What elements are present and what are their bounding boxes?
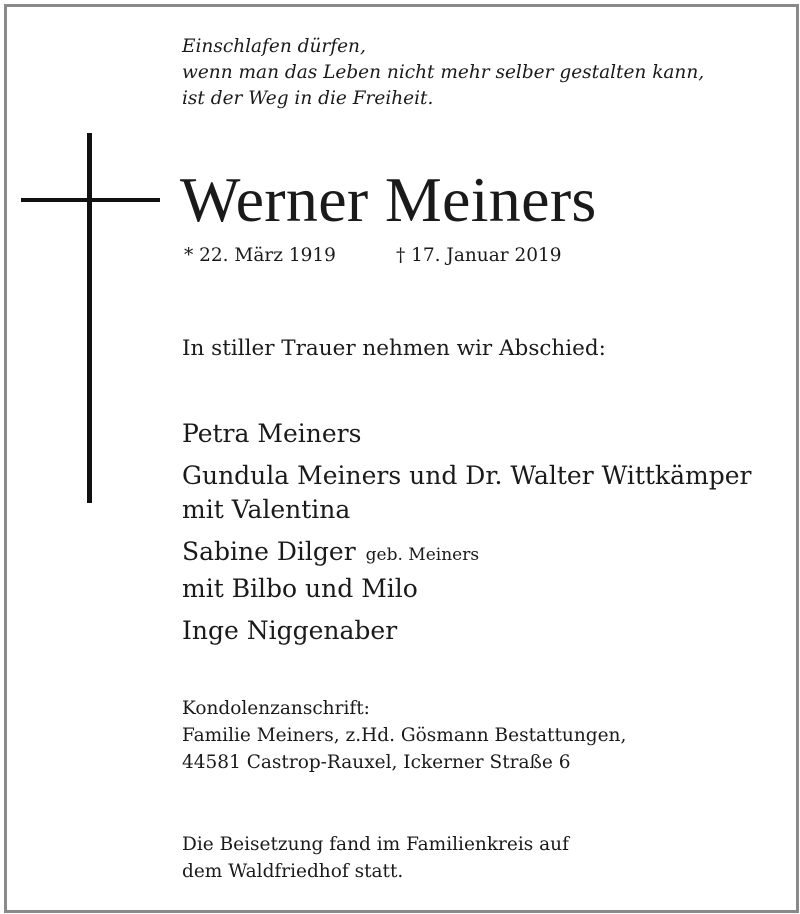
mourner-entry: [182, 459, 751, 527]
mourner-name: [182, 417, 751, 451]
condolence-heading: Kondolenzanschrift:: [182, 698, 370, 719]
death-date: † 17. Januar 2019: [396, 245, 562, 266]
funeral-line: dem Waldfriedhof statt.: [182, 861, 404, 882]
cross-symbol-vertical: [87, 133, 92, 503]
deceased-name: Werner Meiners: [180, 164, 597, 235]
cross-symbol-horizontal: [21, 198, 160, 202]
funeral-note: [182, 831, 569, 885]
mourner-with: mit Bilbo und Milo: [182, 574, 418, 603]
mourner-with: mit Valentina: [182, 495, 351, 524]
condolence-line: 44581 Castrop-Rauxel, Ickerner Straße 6: [182, 752, 571, 773]
mourner-entry: [182, 614, 751, 648]
mourner-name: [182, 459, 751, 493]
mourners-list: [182, 417, 751, 656]
mourner-entry: [182, 417, 751, 451]
mourner-name-text: Inge Niggenaber: [182, 616, 398, 645]
poem-line: ist der Weg in die Freiheit.: [182, 88, 434, 109]
birth-date: * 22. März 1919: [184, 245, 336, 266]
condolence-address: [182, 695, 626, 776]
condolence-line: Familie Meiners, z.Hd. Gösmann Bestattungen,: [182, 725, 627, 746]
mourner-name: [182, 614, 751, 648]
funeral-line: Die Beisetzung fand im Familienkreis auf: [182, 834, 569, 855]
poem: [182, 34, 704, 112]
poem-line: Einschlafen dürfen,: [182, 36, 366, 57]
mourner-entry: [182, 535, 751, 606]
mourner-name-text: Petra Meiners: [182, 419, 362, 448]
farewell-intro: In stiller Trauer nehmen wir Abschied:: [182, 336, 606, 361]
mourner-name-text: Gundula Meiners und Dr. Walter Wittkämper: [182, 461, 752, 490]
life-dates: [184, 243, 562, 269]
mourner-name-text: Sabine Dilger: [182, 537, 356, 566]
poem-line: wenn man das Leben nicht mehr selber gestalten kann,: [182, 62, 705, 83]
mourner-name: [182, 535, 751, 572]
maiden-name-note: geb. Meiners: [365, 545, 480, 565]
